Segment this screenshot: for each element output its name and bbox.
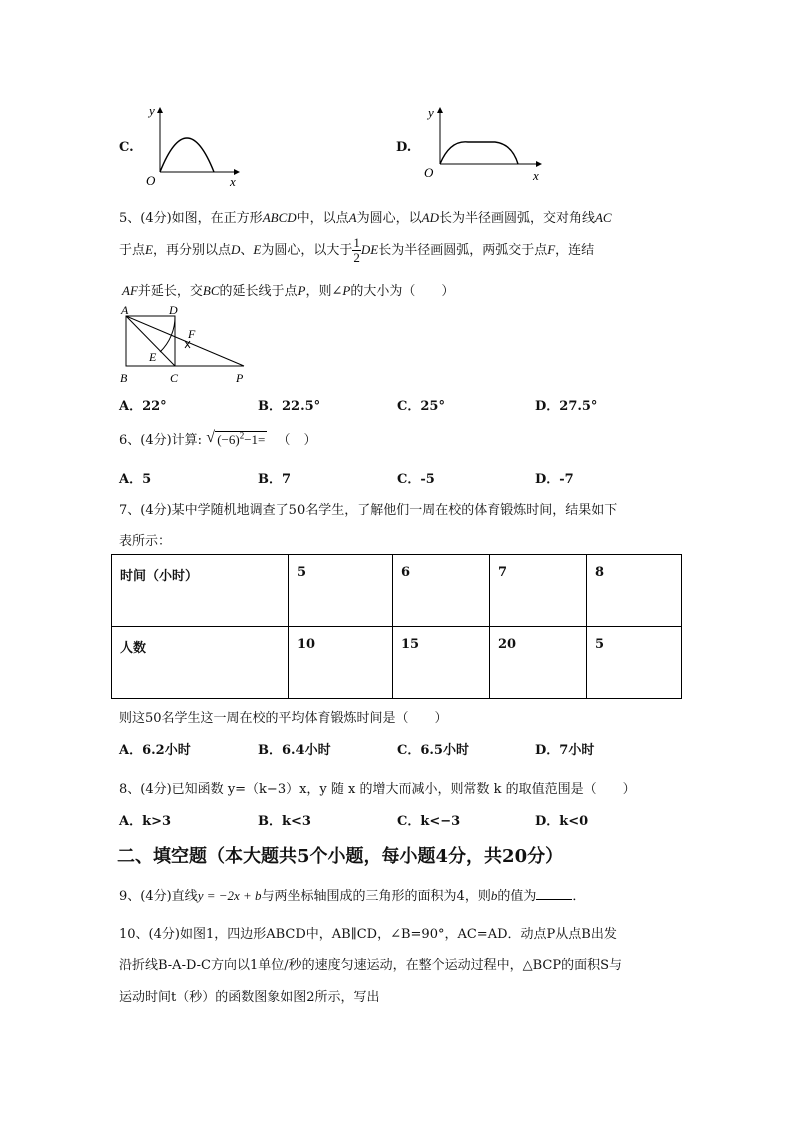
q7-line2: 表所示：: [119, 534, 172, 549]
q7-option-b: B．6.4小时: [258, 743, 331, 758]
table-cell: 人数: [112, 627, 289, 699]
table-cell: 6: [393, 555, 490, 627]
q8-option-c: C．k<−3: [397, 814, 461, 829]
q6-option-d: D．-7: [535, 472, 574, 487]
table-cell: 5: [587, 627, 682, 699]
q8-line: 8、(4分)已知函数 y=（k−3）x，y 随 x 的增大而减小，则常数 k 的取值范围是（ ）: [119, 782, 636, 797]
q8-option-a: A．k>3: [119, 814, 172, 829]
q10-line3: 运动时间t（秒）的函数图象如图2所示，写出: [119, 990, 380, 1005]
parabola-curve: [160, 138, 214, 172]
q6-option-b: B．7: [258, 472, 292, 487]
q7-line1: 7、(4分)某中学随机地调查了50名学生，了解他们一周在校的体育锻炼时间，结果如下: [119, 503, 618, 518]
x-axis-label: x: [230, 174, 236, 189]
table-cell: 7: [490, 555, 587, 627]
table-cell: 20: [490, 627, 587, 699]
q8-option-d: D．k<0: [535, 814, 589, 829]
option-c-label: C.: [119, 140, 134, 155]
label-e: E: [149, 350, 157, 364]
q7-question: 则这50名学生这一周在校的平均体育锻炼时间是（ ）: [119, 711, 448, 726]
y-arrow: [157, 107, 163, 113]
sqrt-icon: √: [206, 428, 215, 446]
option-d-label: D.: [396, 140, 412, 155]
fraction-half: $\frac{1}{2}$: [353, 235, 360, 265]
origin-label: O: [146, 173, 156, 188]
q6-option-c: C．-5: [397, 472, 435, 487]
table-cell: 5: [289, 555, 393, 627]
x-axis-label: x: [533, 168, 539, 183]
origin-label: O: [424, 165, 434, 180]
q7-option-c: C．6.5小时: [397, 743, 469, 758]
x-arrow: [536, 161, 542, 167]
q10-line2: 沿折线B-A-D-C方向以1单位/秒的速度匀速运动，在整个运动过程中，△BCP的面积S与: [119, 958, 623, 973]
option-c-graph: [140, 100, 250, 192]
y-axis-label: y: [149, 103, 155, 118]
label-c: C: [170, 371, 179, 385]
q7-option-a: A．6.2小时: [119, 743, 191, 758]
q5-line2: 于点E，再分别以点D、E为圆心，以大于 $\frac{1}{2}$ DE长为半径画圆弧，两弧交于点F，连结: [119, 235, 595, 265]
q5-option-b: B．22.5°: [258, 399, 321, 414]
answer-blank[interactable]: [536, 887, 572, 900]
q5-option-d: D．27.5°: [535, 399, 598, 414]
table-row: [112, 555, 682, 627]
q5-square-figure: [116, 302, 256, 388]
section-title: 二、填空题（本大题共5个小题，每小题4分，共20分）: [117, 846, 564, 867]
table-row: [112, 627, 682, 699]
option-d-graph: [420, 100, 550, 192]
trapezoid-curve: [440, 142, 518, 164]
sqrt-expression: √ $(-6)^2-1=$: [206, 428, 266, 447]
label-p: P: [236, 371, 244, 385]
y-arrow: [437, 107, 443, 113]
label-f: F: [188, 327, 196, 341]
q7-table: [111, 554, 682, 699]
q8-option-b: B．k<3: [258, 814, 311, 829]
table-cell: 8: [587, 555, 682, 627]
q5-option-a: A．22°: [119, 399, 167, 414]
y-axis-label: y: [428, 105, 434, 120]
label-d: D: [169, 303, 178, 317]
q6-option-a: A．5: [119, 472, 152, 487]
q6-line: 6、(4分)计算: √ $(-6)^2-1=$ （ ）: [119, 428, 317, 448]
q5-option-c: C．25°: [397, 399, 445, 414]
label-a: A: [121, 303, 129, 317]
q7-option-d: D．7小时: [535, 743, 595, 758]
table-cell: 10: [289, 627, 393, 699]
table-cell: 时间（小时）: [112, 555, 289, 627]
q10-line1: 10、(4分)如图1，四边形ABCD中，AB∥CD，∠B=90°，AC=AD．动点P从点B出发: [119, 927, 617, 942]
q5-line1: 5、(4分)如图，在正方形ABCD中，以点A为圆心，以AD长为半径画圆弧，交对角线AC: [119, 210, 612, 226]
q5-line3: AF并延长，交BC的延长线于点P，则∠P的大小为（ ）: [122, 283, 455, 299]
q9-line: 9、(4分)直线y = −2x + b与两坐标轴围成的三角形的面积为4，则b的值为 ．: [119, 888, 586, 904]
table-cell: 15: [393, 627, 490, 699]
label-b: B: [120, 371, 128, 385]
